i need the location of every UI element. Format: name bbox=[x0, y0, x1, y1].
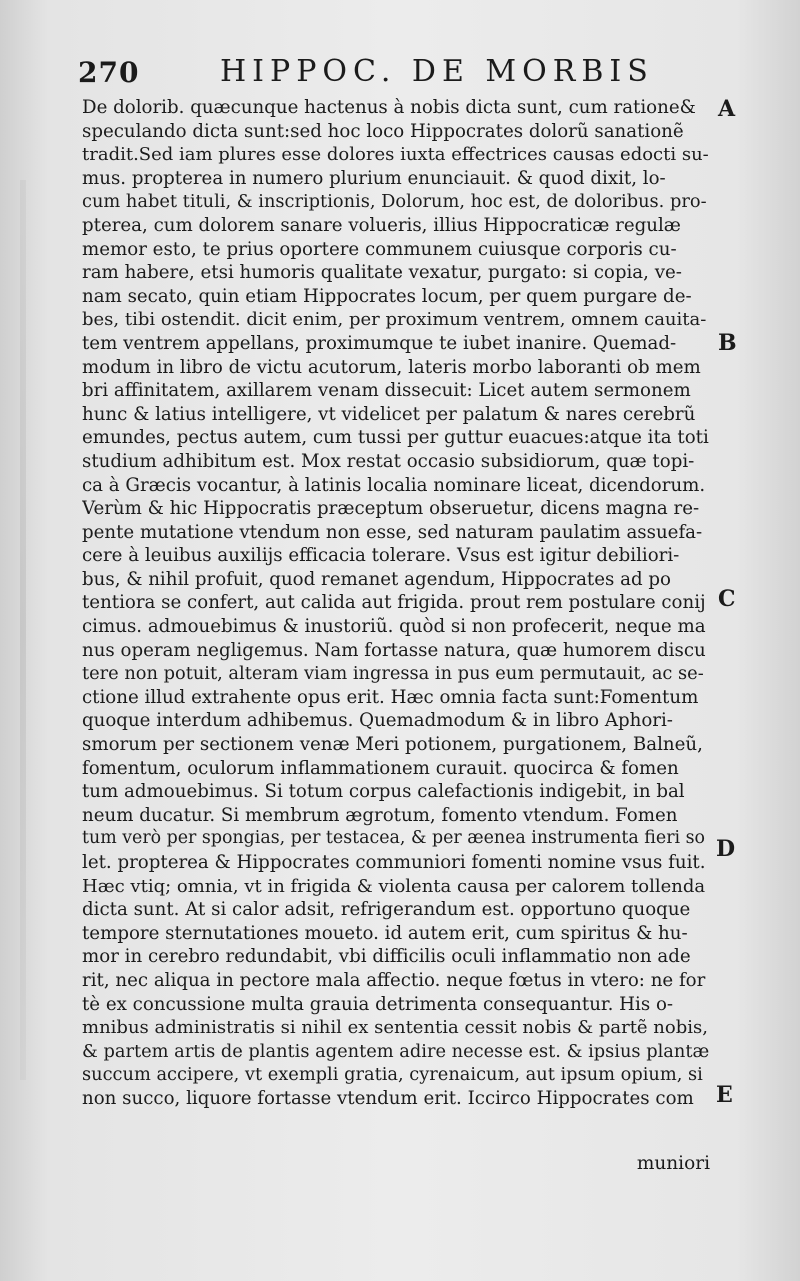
text-line: pterea, cum dolorem sanare volueris, illius Hippocraticæ regulæ bbox=[82, 214, 681, 236]
text-line: Hæc vtiq; omnia, vt in frigida & violenta causa per calorem tollenda bbox=[82, 875, 706, 897]
text-line: bri affinitatem, axillarem venam dissecuit: Licet autem sermonem bbox=[82, 380, 691, 402]
text-line: & partem artis de plantis agentem adire necesse est. & ipsius plantæ bbox=[82, 1040, 710, 1062]
text-line: speculando dicta sunt:sed hoc loco Hippocrates dolorũ sanationẽ bbox=[82, 120, 684, 142]
text-line: emundes, pectus autem, cum tussi per guttur euacues:atque ita toti bbox=[82, 427, 709, 449]
text-line: neum ducatur. Si membrum ægrotum, fomento vtendum. Fomen bbox=[82, 804, 678, 826]
text-line: quoque interdum adhibemus. Quemadmodum & in libro Aphori- bbox=[82, 710, 673, 732]
text-line: pente mutatione vtendum non esse, sed naturam paulatim assuefa- bbox=[82, 521, 703, 543]
text-line: De dolorib. quæcunque hactenus à nobis dicta sunt, cum ratione& bbox=[82, 97, 696, 118]
text-line: mnibus administratis si nihil ex sententia cessit nobis & partẽ nobis, bbox=[82, 1017, 708, 1039]
text-line: tè ex concussione multa grauia detrimenta consequantur. His o- bbox=[82, 993, 674, 1015]
text-line: bes, tibi ostendit. dicit enim, per proximum ventrem, omnem cauita- bbox=[82, 309, 707, 331]
text-line: tempore sternutationes moueto. id autem erit, cum spiritus & hu- bbox=[82, 922, 688, 944]
text-line: tum admouebimus. Si totum corpus calefactionis indigebit, in bal bbox=[82, 781, 685, 803]
marginal-letter-a: A bbox=[718, 96, 736, 122]
page-shadow bbox=[20, 180, 26, 1080]
text-line: cum habet tituli, & inscriptionis, Dolorum, hoc est, de doloribus. pro- bbox=[82, 191, 707, 213]
text-line: mus. propterea in numero plurium enunciauit. & quod dixit, lo- bbox=[82, 167, 666, 189]
text-line: nus operam negligemus. Nam fortasse natura, quæ humorem discu bbox=[82, 639, 706, 661]
marginal-letter-b: B bbox=[718, 330, 737, 356]
text-line: ctione illud extrahente opus erit. Hæc omnia facta sunt:Fomentum bbox=[82, 686, 699, 708]
catchword: muniori bbox=[636, 1153, 710, 1174]
text-line: modum in libro de victu acutorum, lateris morbo laboranti ob mem bbox=[82, 356, 701, 378]
page-number: 270 bbox=[78, 56, 140, 89]
text-line: tum verò per spongias, per testacea, & per æenea instrumenta fieri so bbox=[82, 828, 705, 849]
text-line: nam secato, quin etiam Hippocrates locum, per quem purgare de- bbox=[82, 285, 692, 307]
text-line: tere non potuit, alteram viam ingressa in pus eum permutauit, ac se- bbox=[82, 663, 704, 685]
text-line: memor esto, te prius oportere communem cuiusque corporis cu- bbox=[82, 238, 677, 260]
text-line: dicta sunt. At si calor adsit, refrigerandum est. opportuno quoque bbox=[82, 899, 691, 921]
text-line: studium adhibitum est. Mox restat occasio subsidiorum, quæ topi- bbox=[82, 450, 695, 472]
text-line: bus, & nihil profuit, quod remanet agendum, Hippocrates ad po bbox=[82, 568, 671, 590]
text-line: hunc & latius intelligere, vt videlicet per palatum & nares cerebrũ bbox=[82, 403, 696, 425]
text-line: cimus. admouebimus & inustoriũ. quòd si non profecerit, neque ma bbox=[82, 616, 706, 638]
text-line: ram habere, etsi humoris qualitate vexatur, purgato: si copia, ve- bbox=[82, 262, 682, 284]
text-line: mor in cerebro redundabit, vbi difficilis oculi inflammatio non ade bbox=[82, 946, 691, 968]
body-text bbox=[82, 96, 710, 1111]
text-line: rit, nec aliqua in pectore mala affectio. neque fœtus in vtero: ne for bbox=[82, 969, 706, 991]
text-line: tentiora se confert, aut calida aut frigida. prout rem postulare conij bbox=[82, 592, 706, 614]
running-head: HIPPOC. DE MORBIS bbox=[220, 54, 654, 89]
text-line: tradit.Sed iam plures esse dolores iuxta effectrices causas edocti su- bbox=[82, 144, 709, 166]
text-line: tem ventrem appellans, proximumque te iubet inanire. Quemad- bbox=[82, 332, 677, 354]
text-line: ca à Græcis vocantur, à latinis localia nominare liceat, dicendorum. bbox=[82, 474, 706, 496]
marginal-letter-e: E bbox=[716, 1082, 733, 1108]
text-line: cere à leuibus auxilijs efficacia tolerare. Vsus est igitur debiliori- bbox=[82, 545, 680, 567]
marginal-letter-c: C bbox=[718, 586, 736, 612]
text-line: smorum per sectionem venæ Meri potionem, purgationem, Balneũ, bbox=[82, 734, 703, 756]
page-header bbox=[78, 54, 678, 94]
text-line: Verùm & hic Hippocratis præceptum obseruetur, dicens magna re- bbox=[82, 498, 700, 520]
text-line: succum accipere, vt exempli gratia, cyrenaicum, aut ipsum opium, si bbox=[82, 1064, 703, 1086]
text-line: non succo, liquore fortasse vtendum erit. Iccirco Hippocrates com bbox=[82, 1087, 694, 1109]
marginal-letter-d: D bbox=[716, 836, 736, 862]
text-line: let. propterea & Hippocrates communiori fomenti nomine vsus fuit. bbox=[82, 852, 706, 873]
text-line: fomentum, oculorum inflammationem curauit. quocirca & fomen bbox=[82, 757, 679, 779]
